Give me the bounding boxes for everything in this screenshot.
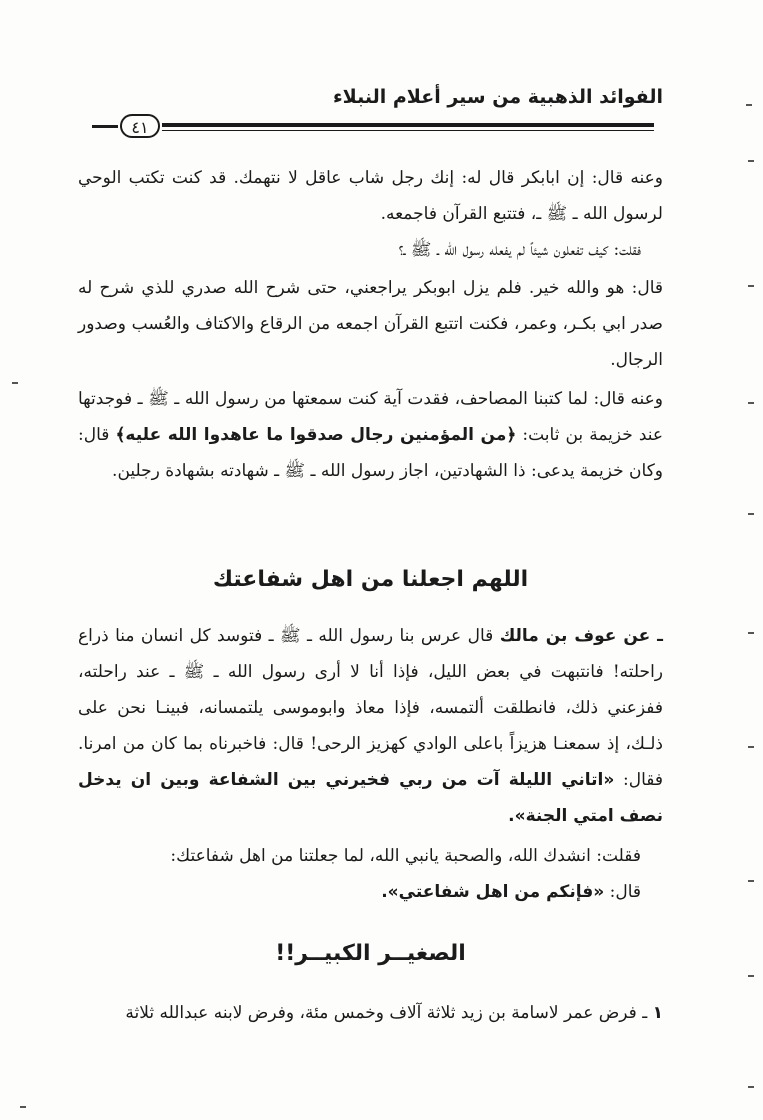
section-heading: الصغيــر الكبيــر!!	[275, 941, 466, 966]
margin-mark	[748, 880, 754, 882]
paragraph-text: وعنه قال: إن ابابكر قال له: إنك رجل شاب عاقل لا نتهمك. قد كنت تكتب الوحي لرسول الله ـ ﷺ ـ، فتتبع القرآن فاجمعه.	[78, 168, 663, 224]
margin-mark	[20, 1106, 26, 1108]
paragraph-3	[78, 381, 663, 489]
paragraph-text: فقلت: انشدك الله، والصحبة يانبي الله، لما جعلتنا من اهل شفاعتك:	[170, 846, 641, 866]
header-rule-thick	[162, 123, 654, 127]
paragraph-text: فقلت: كيف تفعلون شيئاً لم يفعله رسول الله ـ ﷺ ـ؟	[398, 240, 641, 260]
narrator-name: ـ عن عوف بن مالك	[499, 626, 663, 646]
hadith-quote: «اتاني الليلة آت من ربي فخيرني بين الشفاعة وبين ان يدخل نصف امتي الجنة».	[78, 770, 663, 826]
section-heading: اللهم اجعلنا من اهل شفاعتك	[212, 567, 529, 592]
paragraph-text: قال: هو والله خير. فلم يزل ابوبكر يراجعني، حتى شرح الله صدري للذي شرح له صدر ابي بكـر، وعمر، فكنت اتتبع القرآن اجمعه من الرقاع والاكتاف والعُسب وصدور الرجال.	[78, 278, 663, 370]
quran-verse: ﴿من المؤمنين رجال صدقوا ما عاهدوا الله عليه﴾	[115, 425, 517, 445]
running-header-title: الفوائد الذهبية من سير أعلام النبلاء	[332, 86, 663, 108]
paragraph-text: قال: وكان خزيمة يدعى: ذا الشهادتين، اجاز رسول الله ـ ﷺ ـ شهادته بشهادة رجلين.	[78, 425, 663, 481]
margin-mark	[748, 746, 754, 748]
page-number: ٤١	[120, 114, 160, 138]
hadith-quote: «فإنكم من اهل شفاعتي».	[381, 882, 605, 902]
margin-mark	[748, 513, 754, 515]
paragraph-text: ـ فرض عمر لاسامة بن زيد ثلاثة آلاف وخمس مئة، وفرض لابنه عبدالله ثلاثة	[125, 1003, 648, 1023]
paragraph-text: وعنه قال: لما كتبنا المصاحف، فقدت آية كنت سمعتها من رسول الله ـ ﷺ ـ فوجدتها عند خزيمة بن ثابت:	[78, 389, 664, 445]
margin-mark	[748, 1086, 754, 1088]
margin-mark	[748, 402, 754, 404]
item-number: ١	[652, 1003, 663, 1023]
margin-mark	[12, 382, 18, 384]
hadith-continuation	[78, 838, 663, 910]
paragraph-text: قال عرس بنا رسول الله ـ ﷺ ـ فتوسد كل انسان منا ذراع راحلته! فانتبهت في بعض الليل، فإذا أنا لا أرى رسول الله ـ ﷺ ـ عند راحلته، ففزعني ذلك، فانطلقت ألتمسه، فإذا معاذ وابوموسى يلتمسانه، فبينـا نحن على ذلـك، إذ سمعنـا هزيزاً باعلى الوادي كهزيز الرحى! قال: فاخبرناه بما كان من امرنا. فقال:	[78, 626, 664, 790]
margin-mark	[748, 975, 754, 977]
header-rule-thin	[162, 130, 654, 131]
margin-mark	[748, 285, 754, 287]
header-rule-left	[92, 125, 118, 128]
margin-mark	[748, 632, 754, 634]
paragraph-1	[78, 160, 663, 268]
paragraph-text: قال:	[609, 882, 641, 902]
margin-mark	[748, 160, 754, 162]
hadith-paragraph	[78, 618, 663, 834]
paragraph-2	[78, 270, 663, 378]
numbered-item	[78, 995, 663, 1031]
margin-mark	[746, 104, 752, 106]
